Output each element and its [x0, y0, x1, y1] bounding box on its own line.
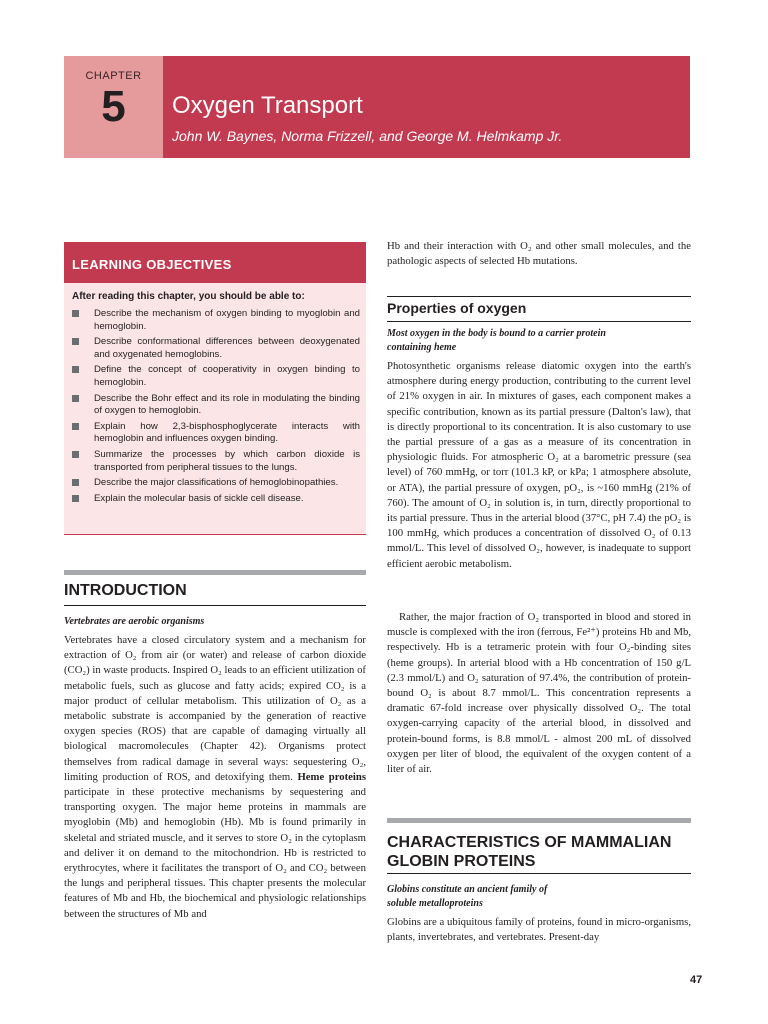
- chapter-title-bar: [163, 56, 690, 158]
- properties-heading: Properties of oxygen: [387, 300, 527, 316]
- square-bullet-icon: [72, 395, 79, 402]
- square-bullet-icon: [72, 495, 79, 502]
- introduction-subheading: Vertebrates are aerobic organisms: [64, 616, 205, 627]
- globins-heading: CHARACTERISTICS OF MAMMALIAN GLOBIN PROTEINS: [387, 834, 672, 870]
- objective-item: Explain how 2,3-bisphosphoglycerate interacts with hemoglobin and influences oxygen binding.: [72, 421, 360, 446]
- objective-item: Describe the major classifications of hemoglobinopathies.: [72, 477, 360, 490]
- learning-objectives-heading: LEARNING OBJECTIVES: [64, 242, 366, 283]
- heme-proteins-term: Heme proteins: [297, 770, 367, 783]
- learning-objectives-list: [64, 308, 366, 505]
- globins-rule: [387, 818, 691, 823]
- objective-item: Describe the mechanism of oxygen binding to myoglobin and hemoglobin.: [72, 308, 360, 333]
- square-bullet-icon: [72, 451, 79, 458]
- properties-underline: [387, 321, 691, 322]
- chapter-authors: John W. Baynes, Norma Frizzell, and George M. Helmkamp Jr.: [172, 128, 563, 144]
- square-bullet-icon: [72, 366, 79, 373]
- learning-objectives-box: [64, 242, 366, 535]
- square-bullet-icon: [72, 423, 79, 430]
- objective-item: Explain the molecular basis of sickle cell disease.: [72, 493, 360, 506]
- chapter-title: Oxygen Transport: [172, 92, 363, 119]
- learning-objectives-intro: After reading this chapter, you should be able to:: [72, 291, 305, 302]
- introduction-paragraph: Vertebrates have a closed circulatory system and a mechanism for extraction of O₂ from air (or water) and release of carbon dioxide (CO₂) in waste products. Inspired O₂ leads to an efficient utilization of metabolic fuels, such as glucose and fatty acids; expired CO₂ is a major product of cellular metabolism. This utilization of O₂ as a metabolic substrate is accompanied by the generation of reactive oxygen species (ROS) that are capable of damaging virtually all biological macromolecules (Chapter 42). Organisms protect themselves from radical damage in several ways: sequestering O₂, limiting production of ROS, and detoxifying them. Heme proteins participate in these protective mechanisms by sequestering and transporting oxygen. The major heme proteins in mammals are myoglobin (Mb) and hemoglobin (Hb). Mb is found primarily in skeletal and striated muscle, and it serves to store O₂ in the cytoplasm and deliver it on demand to the mitochondrion. Hb is restricted to erythrocytes, where it facilitates the transport of O₂ and CO₂ between the lungs and peripheral tissues. This chapter presents the molecular features of Mb and Hb, the biochemical and physiologic relationships between the structures of Mb and: [64, 634, 367, 920]
- introduction-underline: [64, 605, 366, 606]
- globins-underline: [387, 873, 691, 874]
- objective-item: Summarize the processes by which carbon dioxide is transported from peripheral tissues to the lungs.: [72, 449, 360, 474]
- objective-item: Describe the Bohr effect and its role in modulating the binding of oxygen to hemoglobin.: [72, 393, 360, 418]
- chapter-number-box: [64, 56, 163, 158]
- square-bullet-icon: [72, 479, 79, 486]
- objective-item: Describe conformational differences between deoxygenated and oxygenated hemoglobins.: [72, 336, 360, 361]
- introduction-heading: INTRODUCTION: [64, 582, 187, 599]
- properties-paragraph-1: Photosynthetic organisms release diatomic oxygen into the earth's atmosphere during energy production, contributing to the current level of 21% oxygen in air. In mixtures of gases, each component makes a specific contribution, known as its partial pressure (Dalton's law), that is directly proportional to its concentration. It is also customary to use the partial pressure of a gas as a measure of its concentration in physiologic fluids. For atmospheric O₂ at a barometric pressure (sea level) of 760 mmHg, or torr (101.3 kP, or kPa; 1 atmosphere absolute, or ATA), the partial pressure of oxygen, pO₂, is ~160 mmHg (21% of 760). The amount of O₂ in solution is, in turn, directly proportional to its partial pressure. Thus in the arterial blood (37°C, pH 7.4) the pO₂ is 100 mmHg, which produces a concentration of dissolved O₂ of 0.13 mmol/L. This level of dissolved O₂, however, is inadequate to support efficient aerobic metabolism.: [387, 360, 691, 570]
- square-bullet-icon: [72, 310, 79, 317]
- globins-paragraph: Globins are a ubiquitous family of proteins, found in micro-organisms, plants, invertebrates, and vertebrates. Present-day: [387, 916, 691, 944]
- properties-paragraph-2: Rather, the major fraction of O₂ transported in blood and stored in muscle is complexed with the iron (ferrous, Fe²⁺) proteins Hb and Mb, respectively. Hb is a tetrameric protein with four O₂-binding sites (heme groups). In arterial blood with a Hb concentration of 150 g/L (2.3 mmol/L) and O₂ saturation of 97.4%, the contribution of protein-bound O₂ is about 8.7 mmol/L. This concentration represents a dramatic 67-fold increase over physically dissolved O₂. The total oxygen-carrying capacity of the arterial blood, in dissolved and protein-bound forms, is 8.8 mmol/L - almost 200 mL of dissolved oxygen per liter of blood, the equivalent of the oxygen content of a liter of air.: [387, 611, 691, 776]
- globins-subheading: Globins constitute an ancient family of soluble metalloproteins: [387, 884, 548, 909]
- objective-item: Define the concept of cooperativity in oxygen binding to hemoglobin.: [72, 364, 360, 389]
- square-bullet-icon: [72, 338, 79, 345]
- page-number: 47: [690, 974, 703, 986]
- properties-subheading: Most oxygen in the body is bound to a carrier protein containing heme: [387, 328, 606, 353]
- chapter-number: 5: [101, 82, 126, 131]
- properties-top-rule: [387, 296, 691, 297]
- introduction-rule: [64, 570, 366, 575]
- continuation-paragraph: Hb and their interaction with O₂ and other small molecules, and the pathologic aspects of selected Hb mutations.: [387, 240, 691, 268]
- chapter-label: CHAPTER: [85, 70, 142, 82]
